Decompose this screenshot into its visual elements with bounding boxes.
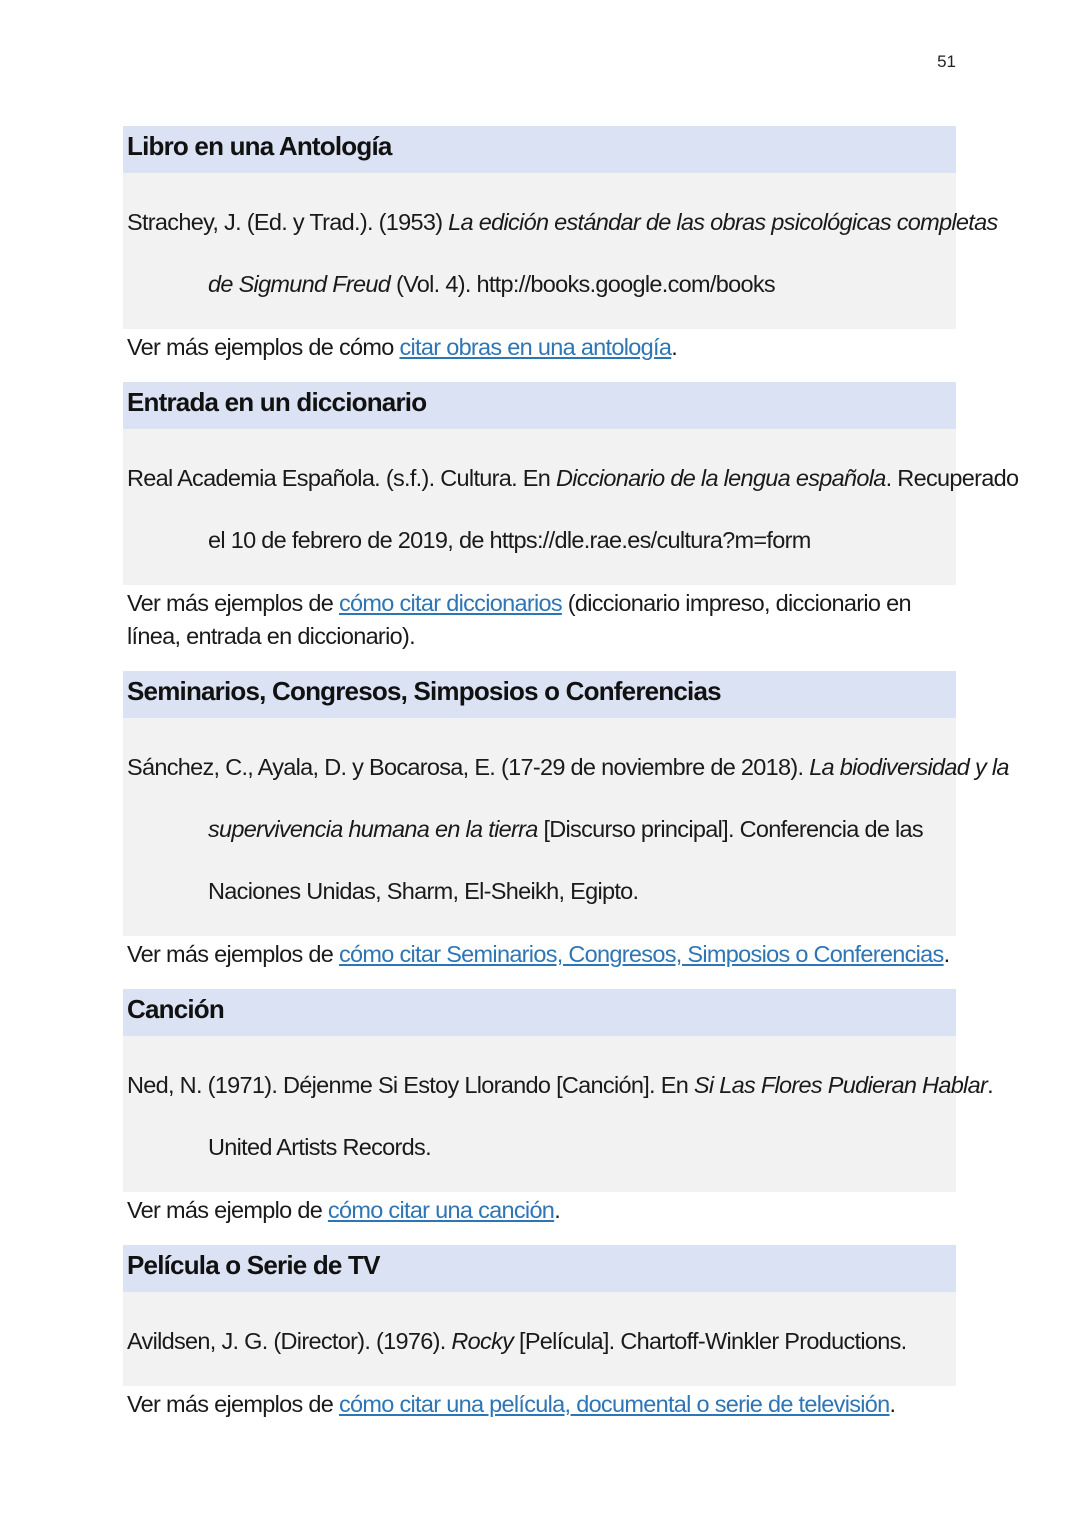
citation-title: Si Las Flores Pudieran Hablar	[693, 1072, 988, 1098]
citation-title: Diccionario de la lengua española	[555, 465, 886, 491]
link-anthology[interactable]: citar obras en una antología	[399, 334, 672, 360]
citation-line	[127, 798, 956, 860]
citation-line: United Artists Records.	[208, 1134, 431, 1160]
citation-box	[123, 429, 1019, 585]
citation-text: Sánchez, C., Ayala, D. y Bocarosa, E. (17-29 de noviembre de 2018).	[127, 754, 810, 780]
citation-text: [Discurso principal]. Conferencia de las	[537, 816, 923, 842]
section-heading: Película o Serie de TV	[123, 1245, 956, 1292]
citation-title: La edición estándar de las obras psicológicas completas	[448, 209, 998, 235]
section-heading: Seminarios, Congresos, Simposios o Conferencias	[123, 671, 956, 718]
more-prefix: Ver más ejemplos de cómo	[127, 334, 400, 360]
more-prefix: Ver más ejemplos de	[127, 1391, 339, 1417]
more-examples	[123, 1386, 956, 1421]
section-song	[123, 989, 993, 1227]
section-heading: Libro en una Antología	[123, 126, 956, 173]
link-song[interactable]: cómo citar una canción	[327, 1197, 555, 1223]
citation-box	[123, 718, 1009, 936]
citation-line	[127, 1054, 993, 1116]
citation-box	[123, 1292, 956, 1386]
citation-box	[123, 1036, 993, 1192]
link-dictionaries[interactable]: cómo citar diccionarios	[338, 590, 562, 616]
more-prefix: Ver más ejemplo de	[127, 1197, 328, 1223]
more-examples	[123, 1192, 956, 1227]
section-book-anthology	[123, 126, 998, 364]
citation-text: . Recuperado	[885, 465, 1019, 491]
citation-line	[127, 447, 1019, 509]
link-seminars[interactable]: cómo citar Seminarios, Congresos, Simposios o Conferencias	[338, 941, 944, 967]
citation-text: .	[987, 1072, 993, 1098]
section-heading: Entrada en un diccionario	[123, 382, 956, 429]
citation-text: Avildsen, J. G. (Director). (1976).	[127, 1328, 452, 1354]
more-prefix: Ver más ejemplos de	[127, 941, 339, 967]
more-prefix: Ver más ejemplos de	[127, 590, 339, 616]
section-heading: Canción	[123, 989, 956, 1036]
citation-text: (Vol. 4). http://books.google.com/books	[390, 271, 775, 297]
citation-line	[127, 253, 956, 315]
citation-title: La biodiversidad y la	[809, 754, 1009, 780]
section-dictionary-entry	[123, 382, 1019, 653]
more-examples	[123, 585, 956, 653]
citation-line	[127, 191, 998, 253]
more-examples	[123, 936, 956, 971]
citation-title: Rocky	[451, 1328, 514, 1354]
citation-box	[123, 173, 998, 329]
section-seminars	[123, 671, 1009, 971]
citation-title: de Sigmund Freud	[208, 271, 391, 297]
link-film[interactable]: cómo citar una película, documental o serie de televisión	[338, 1391, 890, 1417]
more-suffix: .	[554, 1197, 561, 1223]
citation-title: supervivencia humana en la tierra	[208, 816, 538, 842]
citation-line	[127, 1310, 956, 1372]
more-suffix: .	[671, 334, 678, 360]
page-content	[123, 126, 1019, 1421]
more-suffix: .	[943, 941, 950, 967]
more-suffix: (diccionario impreso, diccionario en línea, entrada en diccionario).	[127, 590, 911, 649]
citation-line: Naciones Unidas, Sharm, El-Sheikh, Egipto.	[208, 878, 639, 904]
section-film-tv	[123, 1245, 956, 1421]
more-examples	[123, 329, 956, 364]
page-number: 51	[937, 52, 956, 71]
citation-line: el 10 de febrero de 2019, de https://dle.rae.es/cultura?m=form	[208, 527, 811, 553]
citation-line	[127, 736, 1009, 798]
citation-text: Ned, N. (1971). Déjenme Si Estoy Llorando [Canción]. En	[127, 1072, 694, 1098]
more-suffix: .	[889, 1391, 896, 1417]
citation-text: [Película]. Chartoff-Winkler Productions.	[513, 1328, 907, 1354]
citation-text: Real Academia Española. (s.f.). Cultura. En	[127, 465, 556, 491]
citation-text: Strachey, J. (Ed. y Trad.). (1953)	[127, 209, 449, 235]
